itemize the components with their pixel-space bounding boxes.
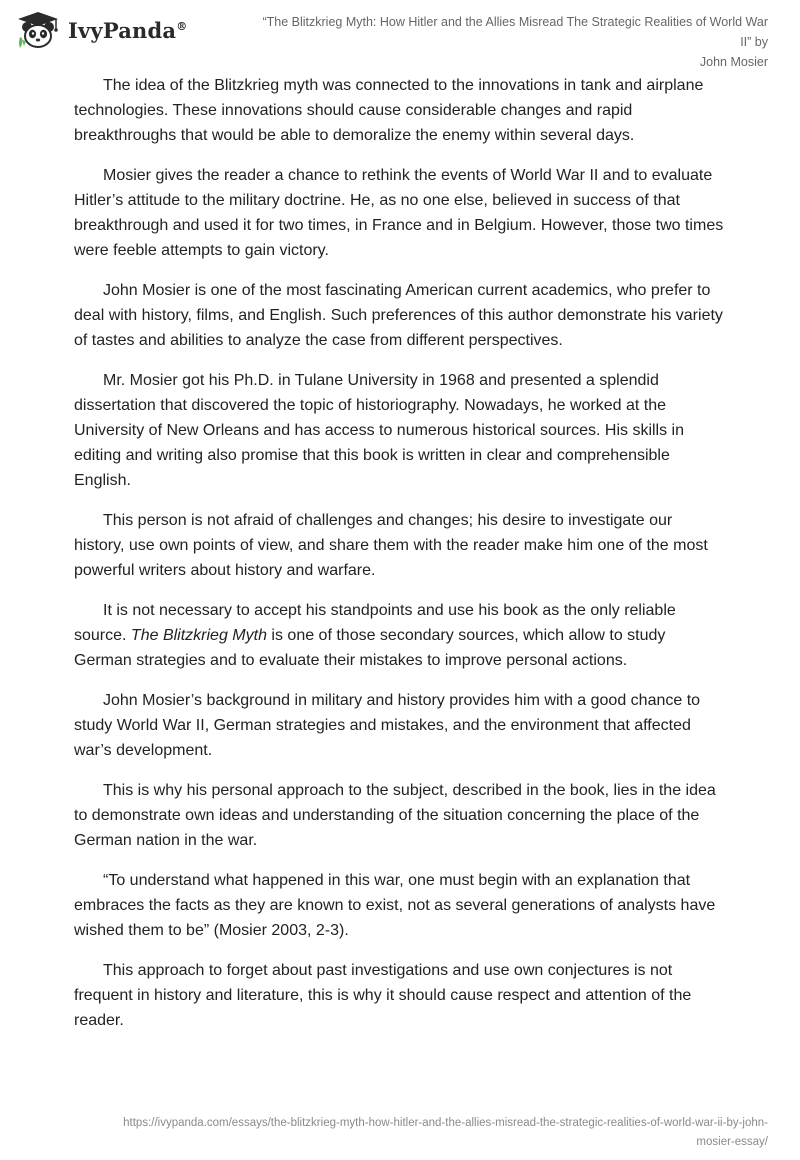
document-title <box>248 12 768 72</box>
book-title: The Blitzkrieg Myth <box>130 627 267 644</box>
document-title-line-1: “The Blitzkrieg Myth: How Hitler and the Allies Misread The Strategic Realities of World War II” by <box>262 15 768 49</box>
paragraph: John Mosier’s background in military and history provides him with a good chance to study World War II, German strategies and mistakes, and the environment that affected war’s development. <box>74 692 701 759</box>
panda-graduate-icon <box>14 10 62 50</box>
paragraph: Mr. Mosier got his Ph.D. in Tulane University in 1968 and presented a splendid dissertation that discovered the topic of historiography. Nowadays, he worked at the University of New Orleans and has access to numerous historical sources. His skills in editing and writing also promise that this book is written in clear and comprehensible English. <box>74 372 685 489</box>
ivypanda-logo[interactable] <box>14 10 187 50</box>
source-url-line-2: mosier-essay/ <box>696 1136 768 1148</box>
paragraph: This person is not afraid of challenges and changes; his desire to investigate our history, use own points of view, and share them with the reader make him one of the most powerful writers about history and warfare. <box>74 512 708 579</box>
paragraph: John Mosier is one of the most fascinating American current academics, who prefer to deal with history, films, and English. Such preferences of this author demonstrate his variety of tastes and abilities to analyze the case from different perspectives. <box>74 282 723 349</box>
paragraph: Mosier gives the reader a chance to rethink the events of World War II and to evaluate Hitler’s attitude to the military doctrine. He, as no one else, believed in success of that breakthrough and used it for two times, in France and in Belgium. However, those two times were feeble attempts to gain victory. <box>74 167 724 259</box>
source-url[interactable] <box>48 1114 768 1152</box>
document-title-line-2: John Mosier <box>699 55 768 69</box>
brand-name: IvyPanda® <box>68 17 188 43</box>
paragraph: This is why his personal approach to the subject, described in the book, lies in the idea to demonstrate own ideas and understanding of the situation concerning the place of the German nation in the war. <box>74 782 716 849</box>
page-header <box>0 0 800 69</box>
paragraph: The idea of the Blitzkrieg myth was connected to the innovations in tank and airplane technologies. These innovations should cause considerable changes and rapid breakthroughs that would be able to demoralize the enemy within several days. <box>74 77 704 144</box>
quote-paragraph: “To understand what happened in this war, one must begin with an explanation that embraces the facts as they are known to exist, not as several generations of analysts have wished them to be” (Mosier 2003, 2-3). <box>74 872 716 939</box>
source-url-line-1: https://ivypanda.com/essays/the-blitzkrieg-myth-how-hitler-and-the-allies-misread-the-strategic-realities-of-world-war-ii-by-john- <box>123 1117 768 1129</box>
paragraph: This approach to forget about past investigations and use own conjectures is not frequent in history and literature, this is why it should cause respect and attention of the reader. <box>74 962 692 1029</box>
paragraph: It is not necessary to accept his standpoints and use his book as the only reliable source. The Blitzkrieg Myth is one of those secondary sources, which allow to study German strategies and to evaluate their mistakes to improve personal actions. <box>74 602 676 669</box>
essay-body <box>74 73 726 1048</box>
